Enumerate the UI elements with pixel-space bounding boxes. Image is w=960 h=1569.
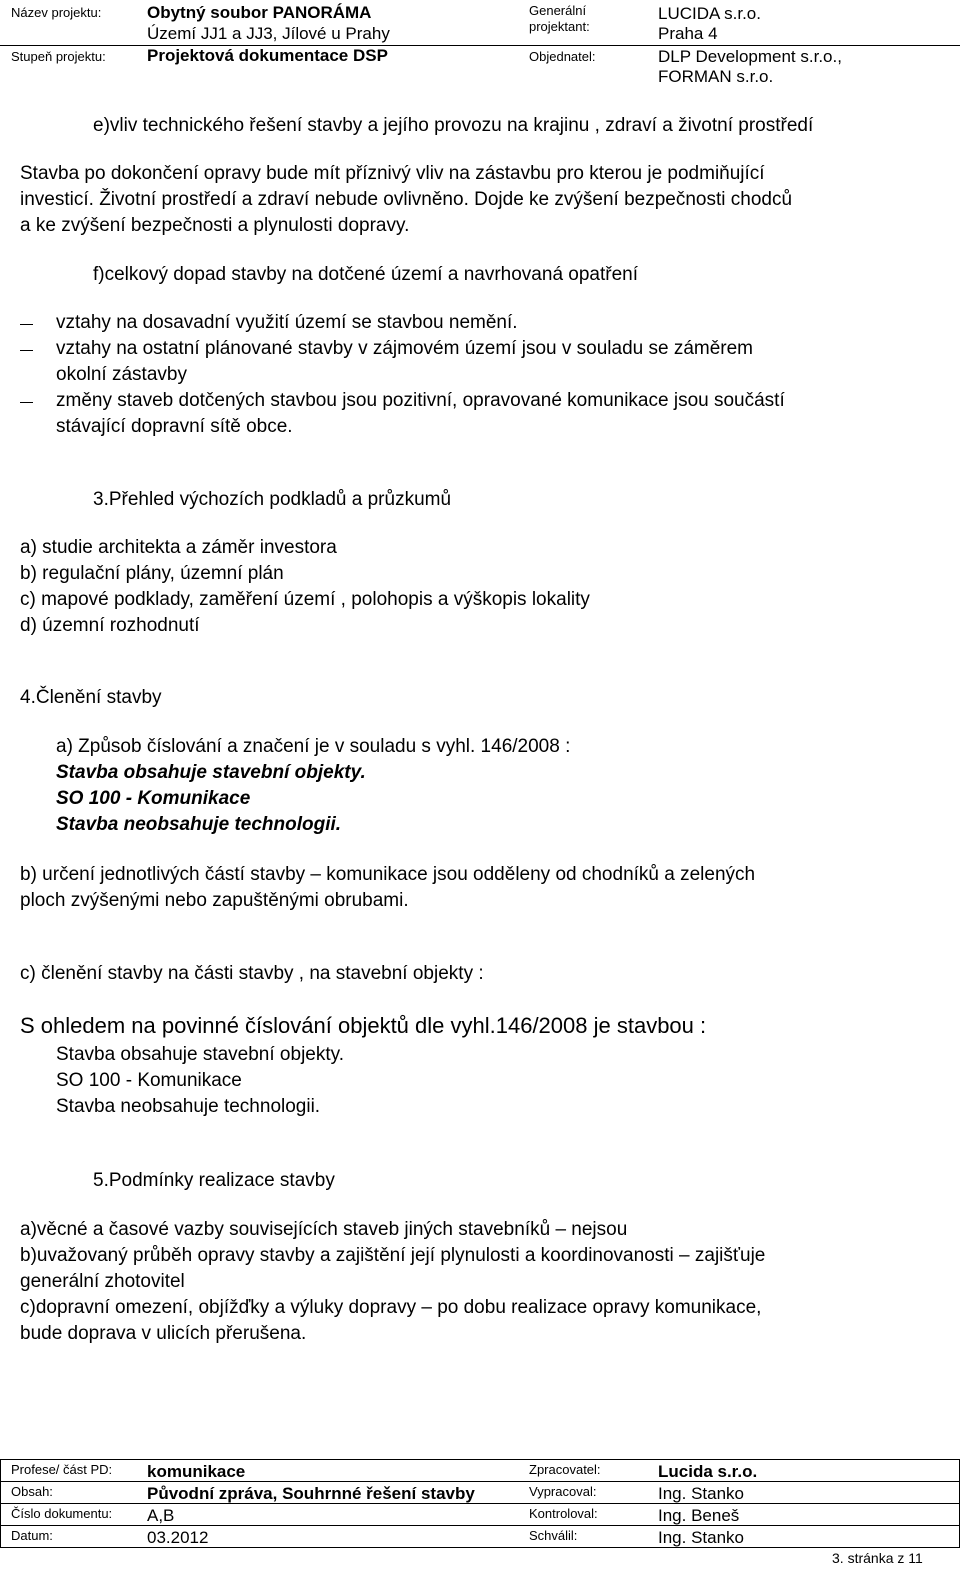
bold-statement: Stavba obsahuje stavební objekty.: [56, 762, 366, 783]
object-item: SO 100 - Komunikace: [56, 1070, 242, 1091]
source-item: c) mapové podklady, zaměření území , polohopis a výškopis lokality: [20, 589, 590, 610]
page-number: 3. stránka z 11: [832, 1550, 923, 1566]
numbering-note: a) Způsob číslování a značení je v souladu s vyhl. 146/2008 :: [56, 736, 571, 757]
footer-value-content: Původní zpráva, Souhrnné řešení stavby: [147, 1484, 475, 1503]
condition-line: c)dopravní omezení, objížďky a výluky dopravy – po dobu realizace opravy komunikace,: [20, 1297, 762, 1318]
section-e-heading: e)vliv technického řešení stavby a jejího provozu na krajinu , zdraví a životní prostředí: [93, 115, 814, 136]
footer-label-date: Datum:: [11, 1528, 53, 1543]
footer-label-checked: Kontroloval:: [529, 1506, 598, 1521]
project-location: Území JJ1 a JJ3, Jílové u Prahy: [147, 24, 390, 43]
footer-value-docnumber: A,B: [147, 1506, 175, 1525]
client-name: DLP Development s.r.o.,: [658, 47, 842, 66]
footer-label-author: Vypracoval:: [529, 1484, 597, 1499]
source-item: a) studie architekta a záměr investora: [20, 537, 337, 558]
bullet-item-continued: okolní zástavby: [56, 364, 187, 385]
project-name: Obytný soubor PANORÁMA: [147, 3, 372, 22]
footer-label-docnumber: Číslo dokumentu:: [11, 1506, 113, 1521]
footer-value-author: Ing. Stanko: [658, 1484, 745, 1503]
section-4b-line: ploch zvýšenými nebo zapuštěnými obrubami.: [20, 890, 409, 911]
designer-name: LUCIDA s.r.o.: [658, 4, 761, 23]
footer-value-date: 03.2012: [147, 1528, 209, 1547]
project-stage: Projektová dokumentace DSP: [147, 46, 388, 65]
source-item: b) regulační plány, územní plán: [20, 563, 284, 584]
bold-statement: SO 100 - Komunikace: [56, 788, 251, 809]
section-4-heading: 4.Členění stavby: [20, 687, 162, 708]
section-e-line: a ke zvýšení bezpečnosti a plynulosti dopravy.: [20, 215, 410, 236]
bullet-item: vztahy na ostatní plánované stavby v zájmovém území jsou v souladu se záměrem: [56, 338, 754, 359]
section-e-line: investicí. Životní prostředí a zdraví nebude ovlivněno. Dojde ke zvýšení bezpečnosti chodců: [20, 189, 793, 210]
section-e-line: Stavba po dokončení opravy bude mít příznivý vliv na zástavbu pro kterou je podmiňující: [20, 163, 765, 184]
footer-value-approved: Ing. Stanko: [658, 1528, 745, 1547]
footer-value-processor: Lucida s.r.o.: [658, 1462, 758, 1481]
footer-label-processor: Zpracovatel:: [529, 1462, 601, 1477]
source-item: d) územní rozhodnutí: [20, 615, 200, 636]
footer-value-checked: Ing. Beneš: [658, 1506, 740, 1525]
footer-label-content: Obsah:: [11, 1484, 53, 1499]
bullet-item-continued: stávající dopravní sítě obce.: [56, 416, 293, 437]
condition-line: a)věcné a časové vazby souvisejících staveb jiných stavebníků – nejsou: [20, 1219, 628, 1240]
section-4c-heading: c) členění stavby na části stavby , na stavební objekty :: [20, 963, 484, 984]
project-name-label: Název projektu:: [11, 5, 102, 20]
bold-statement: Stavba neobsahuje technologii.: [56, 814, 342, 835]
project-stage-label: Stupeň projektu:: [11, 49, 106, 64]
bullet-dash: [20, 324, 33, 325]
client-name-2: FORMAN s.r.o.: [658, 67, 774, 86]
bullet-item: vztahy na dosavadní využití území se stavbou nemění.: [56, 312, 518, 333]
section-f-heading: f)celkový dopad stavby na dotčené území a navrhovaná opatření: [93, 264, 639, 285]
bullet-dash: [20, 402, 33, 403]
section-4b-line: b) určení jednotlivých částí stavby – komunikace jsou odděleny od chodníků a zelených: [20, 864, 756, 885]
condition-line: bude doprava v ulicích přerušena.: [20, 1323, 307, 1344]
designer-label-2: projektant:: [529, 19, 590, 34]
object-item: Stavba neobsahuje technologii.: [56, 1096, 321, 1117]
footer-label-approved: Schválil:: [529, 1528, 578, 1543]
bullet-item: změny staveb dotčených stavbou jsou pozitivní, opravované komunikace jsou součástí: [56, 390, 785, 411]
condition-line: generální zhotovitel: [20, 1271, 185, 1292]
footer-value-profession: komunikace: [147, 1462, 246, 1481]
condition-line: b)uvažovaný průběh opravy stavby a zajištění její plynulosti a koordinovanosti – zajišťuje: [20, 1245, 766, 1266]
section-4c-lead: S ohledem na povinné číslování objektů dle vyhl.146/2008 je stavbou :: [20, 1013, 707, 1038]
footer-label-profession: Profese/ část PD:: [11, 1462, 113, 1477]
client-label: Objednatel:: [529, 49, 596, 64]
bullet-dash: [20, 350, 33, 351]
object-item: Stavba obsahuje stavební objekty.: [56, 1044, 345, 1065]
section-5-heading: 5.Podmínky realizace stavby: [93, 1170, 335, 1191]
designer-label: Generální: [529, 3, 587, 18]
designer-city: Praha 4: [658, 24, 718, 43]
section-3-heading: 3.Přehled výchozích podkladů a průzkumů: [93, 489, 452, 510]
